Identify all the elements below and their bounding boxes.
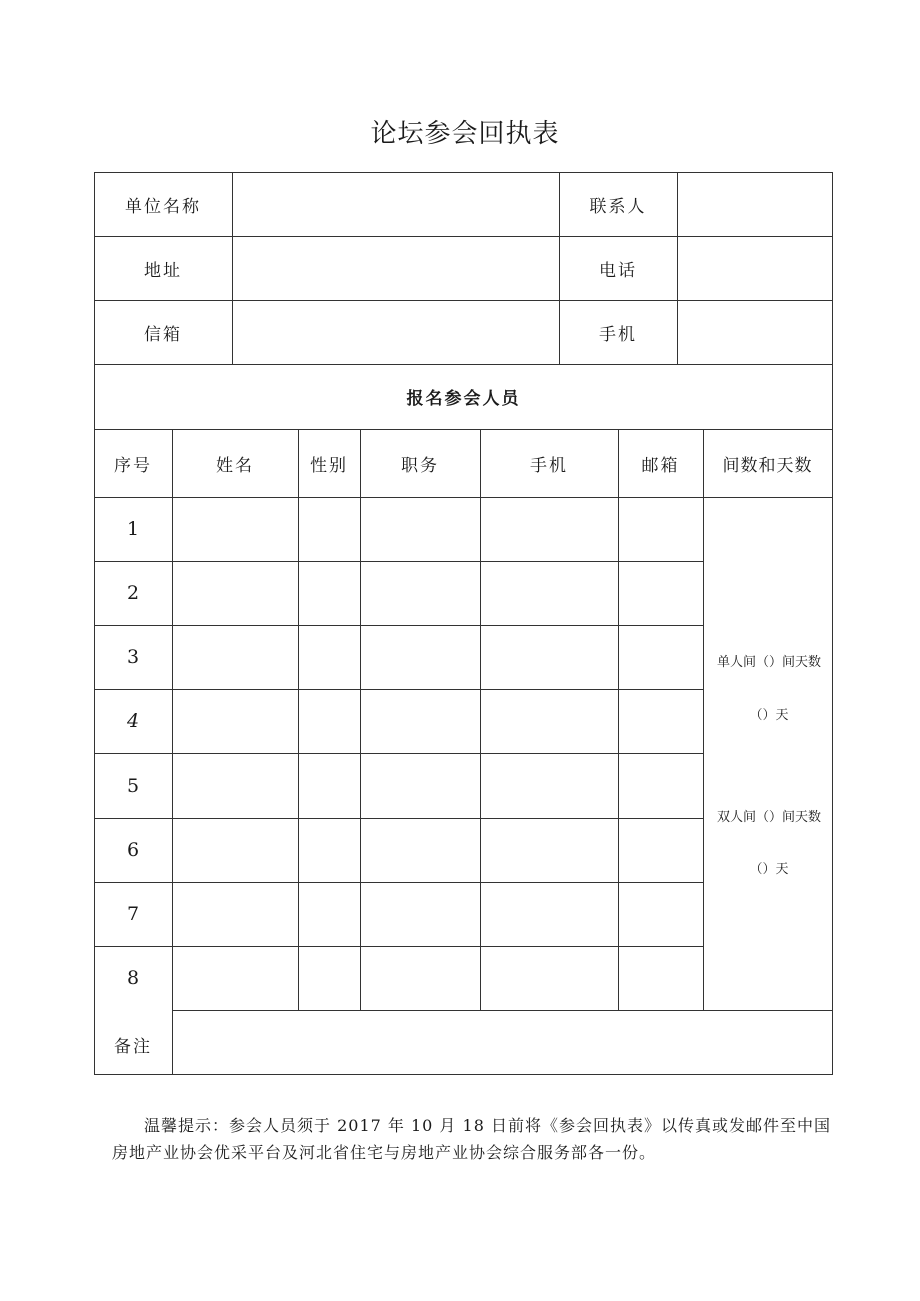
column-header-gender: 性别 [310,455,348,476]
column-header-rooms-days: 间数和天数 [722,455,813,476]
table-rule [94,753,704,754]
table-rule [618,429,619,1011]
row-number: 2 [126,582,140,604]
table-border-right [832,172,833,1075]
table-rule [94,625,704,626]
table-rule [94,689,704,690]
column-header-position: 职务 [401,455,439,476]
contact-person-field[interactable] [677,172,832,236]
table-border-bottom [94,1074,833,1075]
table-rule [94,946,704,947]
contact-person-label: 联系人 [589,196,647,217]
table-rule [298,429,299,1011]
address-field[interactable] [232,236,559,300]
table-rule [703,429,704,1011]
table-rule [360,429,361,1011]
single-room-note: 单人间（）间天数 [716,655,821,670]
column-header-number: 序号 [114,455,152,476]
row-number: 8 [126,967,140,989]
mobile-field[interactable] [677,300,832,364]
mobile-label: 手机 [599,324,637,345]
unit-name-field[interactable] [232,172,559,236]
table-rule [94,561,704,562]
double-room-note: 双人间（）间天数 [716,810,821,825]
double-room-days: （）天 [749,862,789,877]
column-header-email: 邮箱 [641,455,680,476]
row-number: 6 [126,839,140,861]
table-rule [480,429,481,1011]
column-header-mobile: 手机 [530,455,568,476]
phone-field[interactable] [677,236,832,300]
phone-label: 电话 [599,260,637,281]
remarks-label: 备注 [114,1036,152,1057]
table-rule [94,497,833,498]
attendees-section-heading: 报名参会人员 [406,389,521,409]
table-rule [172,429,173,1075]
row-number: 4 [126,710,140,732]
reminder-note [112,1112,832,1166]
remarks-field[interactable] [172,1010,832,1074]
row-number: 5 [126,774,140,797]
unit-name-label: 单位名称 [125,196,201,217]
email-field[interactable] [232,300,559,364]
reminder-text: 温馨提示：参会人员须于 2017 年 10 月 18 日前将《参会回执表》以传真或发邮件至中国房地产业协会优采平台及河北省住宅与房地产业协会综合服务部各一份。 [112,1116,831,1162]
address-label: 地址 [144,260,182,281]
row-number: 1 [126,518,140,540]
row-number: 7 [126,903,140,925]
row-number: 3 [126,646,140,668]
column-header-name: 姓名 [216,455,254,476]
single-room-days: （）天 [749,708,789,723]
email-label: 信箱 [144,324,182,345]
page-title: 论坛参会回执表 [370,119,560,149]
table-rule [94,818,704,819]
table-rule [94,882,704,883]
